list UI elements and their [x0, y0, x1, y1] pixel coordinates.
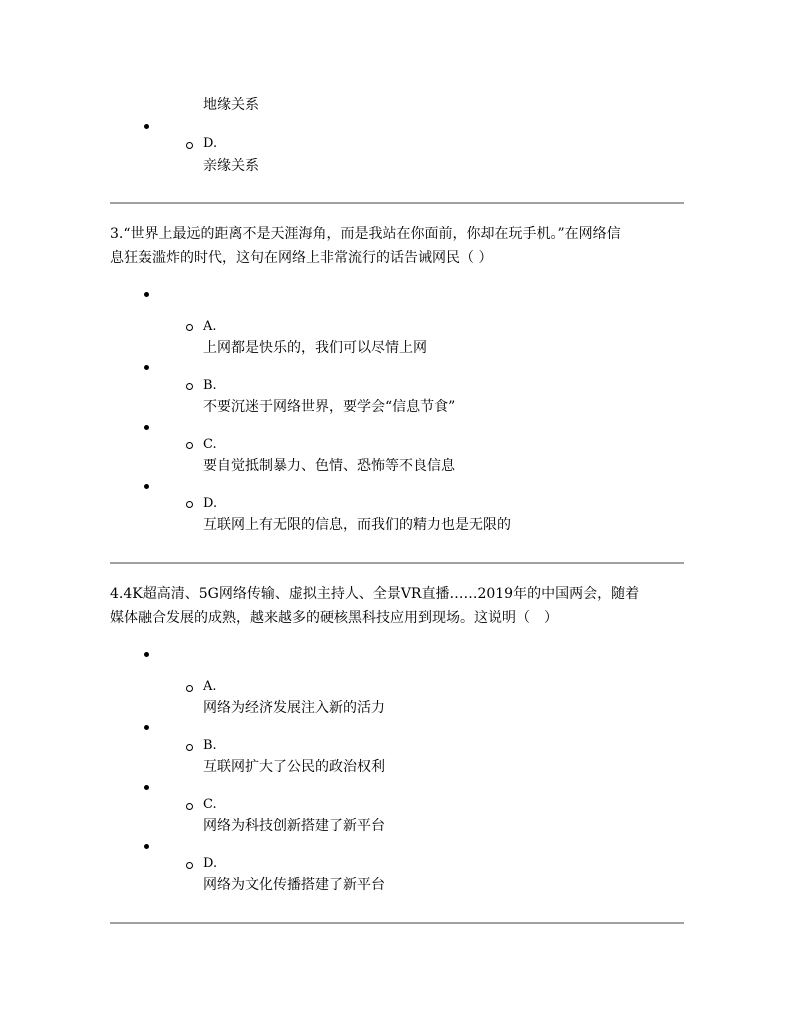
q4-option-d-text[interactable]: 网络为文化传播搭建了新平台 [203, 877, 385, 893]
q3-option-a-letter[interactable]: A. [203, 319, 217, 334]
sub-bullet-circle [186, 501, 193, 508]
list-bullet [144, 124, 149, 129]
q4-option-c-letter[interactable]: C. [203, 797, 217, 812]
q3-option-b-text[interactable]: 不要沉迷于网络世界，要学会“信息节食” [203, 399, 456, 415]
q4-option-a-letter[interactable]: A. [203, 679, 217, 694]
list-bullet [144, 652, 149, 657]
list-bullet [144, 425, 149, 430]
question-3-line-1: 3.“世界上最远的距离不是天涯海角，而是我站在你面前，你却在玩手机。”在网络信 [110, 226, 621, 242]
sub-bullet-circle [186, 324, 193, 331]
q3-option-d-text[interactable]: 互联网上有无限的信息，而我们的精力也是无限的 [203, 517, 511, 533]
prev-option-d-letter: D. [203, 136, 218, 151]
list-bullet [144, 365, 149, 370]
sub-bullet-circle [186, 685, 193, 692]
sub-bullet-circle [186, 744, 193, 751]
list-bullet [144, 785, 149, 790]
q3-option-d-letter[interactable]: D. [203, 496, 218, 511]
question-3-line-2: 息狂轰滥炸的时代，这句在网络上非常流行的话告诫网民（ ） [110, 250, 493, 266]
q4-option-a-text[interactable]: 网络为经济发展注入新的活力 [203, 700, 385, 716]
q4-option-c-text[interactable]: 网络为科技创新搭建了新平台 [203, 818, 385, 834]
sub-bullet-circle [186, 142, 193, 149]
divider [110, 922, 684, 924]
q3-option-c-letter[interactable]: C. [203, 437, 217, 452]
sub-bullet-circle [186, 442, 193, 449]
question-3-stem [110, 222, 686, 270]
list-bullet [144, 484, 149, 489]
prev-option-d-text: 亲缘关系 [203, 158, 259, 174]
list-bullet [144, 292, 149, 297]
question-4-stem [110, 582, 686, 630]
q3-option-c-text[interactable]: 要自觉抵制暴力、色情、恐怖等不良信息 [203, 458, 455, 474]
question-4-line-2: 媒体融合发展的成熟，越来越多的硬核黑科技应用到现场。这说明（ ） [110, 610, 558, 626]
list-bullet [144, 725, 149, 730]
prev-option-c-text: 地缘关系 [203, 97, 259, 113]
q4-option-b-letter[interactable]: B. [203, 738, 217, 753]
question-4-line-1: 4.4K超高清、5G网络传输、虚拟主持人、全景VR直播……2019年的中国两会，随着 [110, 586, 640, 602]
divider [110, 202, 684, 204]
list-bullet [144, 844, 149, 849]
sub-bullet-circle [186, 803, 193, 810]
q3-option-b-letter[interactable]: B. [203, 378, 217, 393]
divider [110, 562, 684, 564]
q4-option-d-letter[interactable]: D. [203, 856, 218, 871]
q3-option-a-text[interactable]: 上网都是快乐的，我们可以尽情上网 [203, 340, 427, 356]
q4-option-b-text[interactable]: 互联网扩大了公民的政治权利 [203, 759, 385, 775]
sub-bullet-circle [186, 383, 193, 390]
sub-bullet-circle [186, 862, 193, 869]
